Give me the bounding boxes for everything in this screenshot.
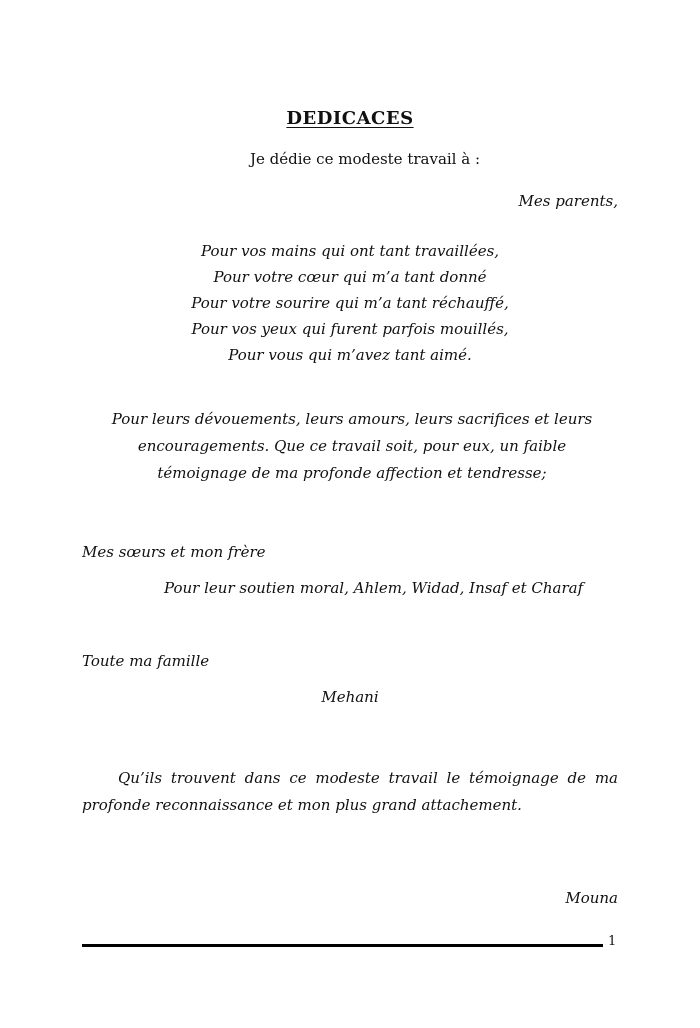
family-heading: Toute ma famille bbox=[82, 652, 210, 670]
poem-line: Pour vos yeux qui furent parfois mouillés, bbox=[191, 320, 509, 338]
page-number: 1 bbox=[608, 934, 617, 949]
parents-paragraph: Pour leurs dévouements, leurs amours, leurs sacrifices et leurs encouragements. Que ce travail soit, pour eux, un faible témoignage de ma profonde affection et tendresse; bbox=[111, 410, 593, 482]
footer-rule bbox=[82, 944, 603, 947]
poem-line: Pour votre cœur qui m’a tant donné bbox=[213, 268, 487, 286]
signature: Mouna bbox=[565, 889, 618, 907]
family-detail: Mehani bbox=[321, 688, 379, 706]
parents-heading: Mes parents, bbox=[518, 192, 618, 210]
page-title: DEDICACES bbox=[286, 108, 414, 129]
siblings-detail: Pour leur soutien moral, Ahlem, Widad, Insaf et Charaf bbox=[164, 579, 584, 597]
poem-line: Pour votre sourire qui m’a tant réchauffé, bbox=[191, 294, 509, 312]
poem-line: Pour vos mains qui ont tant travaillées, bbox=[200, 242, 500, 260]
closing-paragraph: Qu’ils trouvent dans ce modeste travail le témoignage de ma profonde reconnaissance et mon plus grand attachement. bbox=[82, 769, 618, 814]
poem-line: Pour vous qui m’avez tant aimé. bbox=[228, 346, 472, 364]
intro-line: Je dédie ce modeste travail à : bbox=[250, 150, 481, 168]
siblings-heading: Mes sœurs et mon frère bbox=[82, 543, 266, 561]
